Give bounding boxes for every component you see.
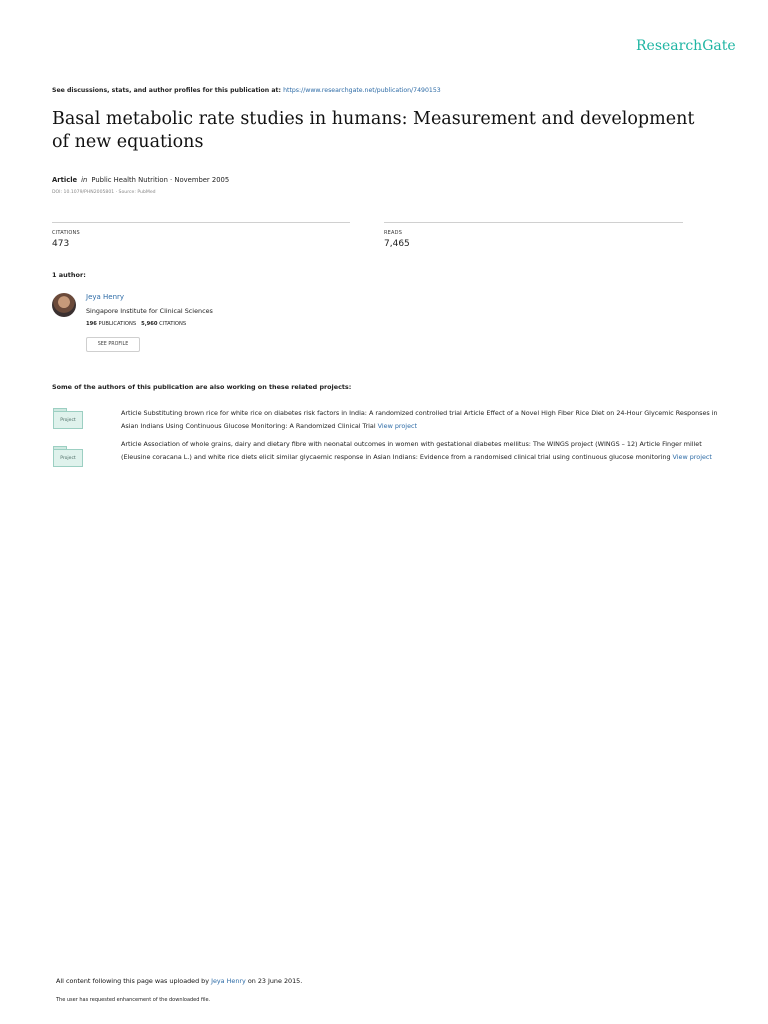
citations-value: 473 [52, 239, 70, 249]
uploaded-prefix: All content following this page was uploaded by [56, 977, 212, 985]
discussion-prefix: See discussions, stats, and author profiles for this publication at: [52, 87, 284, 94]
project-icon-label: Project [60, 417, 76, 423]
author-name-link[interactable]: Jeya Henry [86, 293, 125, 301]
see-profile-button[interactable]: SEE PROFILE [86, 337, 140, 352]
project-folder-icon[interactable] [53, 446, 83, 468]
project-item [121, 438, 731, 464]
citations-label: CITATIONS [52, 230, 80, 236]
project-item [121, 407, 731, 433]
reads-value: 7,465 [384, 239, 410, 249]
article-type: Article [52, 176, 78, 184]
publications-label: PUBLICATIONS [98, 321, 137, 327]
project-description: Article Association of whole grains, dairy and dietary fibre with neonatal outcomes in women with gestational diabetes mellitus: The WINGS project (WINGS – 12) Article Finger millet (Eleusine coracana L.) and white rice diets elicit similar glycaemic response in Asian Indians: Evidence from a randomised clinical trial using continuous glucose monitoring [121, 440, 702, 461]
folder-body [53, 411, 83, 429]
enhancement-note: The user has requested enhancement of the downloaded file. [56, 997, 211, 1003]
author-avatar[interactable] [52, 293, 76, 317]
author-citations-label: CITATIONS [159, 321, 187, 327]
author-affiliation: Singapore Institute for Clinical Sciences [86, 307, 213, 315]
citations-divider [52, 222, 350, 223]
publication-url-link[interactable]: https://www.researchgate.net/publication/7490153 [283, 87, 441, 94]
journal-info: Public Health Nutrition · November 2005 [91, 176, 230, 184]
reads-divider [384, 222, 683, 223]
folder-body [53, 449, 83, 467]
uploader-link[interactable]: Jeya Henry [211, 977, 246, 985]
reads-label: READS [384, 230, 403, 236]
publication-meta [52, 176, 229, 184]
authors-count: 1 author: [52, 271, 86, 279]
in-word: in [81, 176, 88, 184]
publication-title: Basal metabolic rate studies in humans: Measurement and development of new equations [52, 109, 695, 152]
uploaded-by-line [56, 977, 302, 985]
doi-source: DOI: 10.1079/PHN2005801 · Source: PubMed [52, 190, 156, 195]
project-icon-label: Project [60, 455, 76, 461]
author-stats [86, 321, 186, 327]
author-citations-count: 5,960 [141, 321, 158, 327]
discussion-line [52, 87, 441, 94]
researchgate-logo[interactable]: ResearchGate [636, 38, 736, 54]
uploaded-suffix: on 23 June 2015. [245, 977, 303, 985]
publications-count: 196 [86, 321, 97, 327]
project-description: Article Substituting brown rice for white rice on diabetes risk factors in India: A randomized controlled trial Article Effect of a Novel High Fiber Rice Diet on 24-Hour Glycemic Responses in Asian Indians Using Continuous Glucose Monitoring: A Randomized Clinical Trial [121, 409, 718, 430]
related-projects-heading: Some of the authors of this publication are also working on these related projects: [52, 383, 352, 391]
view-project-link[interactable]: View project [672, 453, 712, 461]
view-project-link[interactable]: View project [377, 422, 418, 430]
project-folder-icon[interactable] [53, 408, 83, 430]
